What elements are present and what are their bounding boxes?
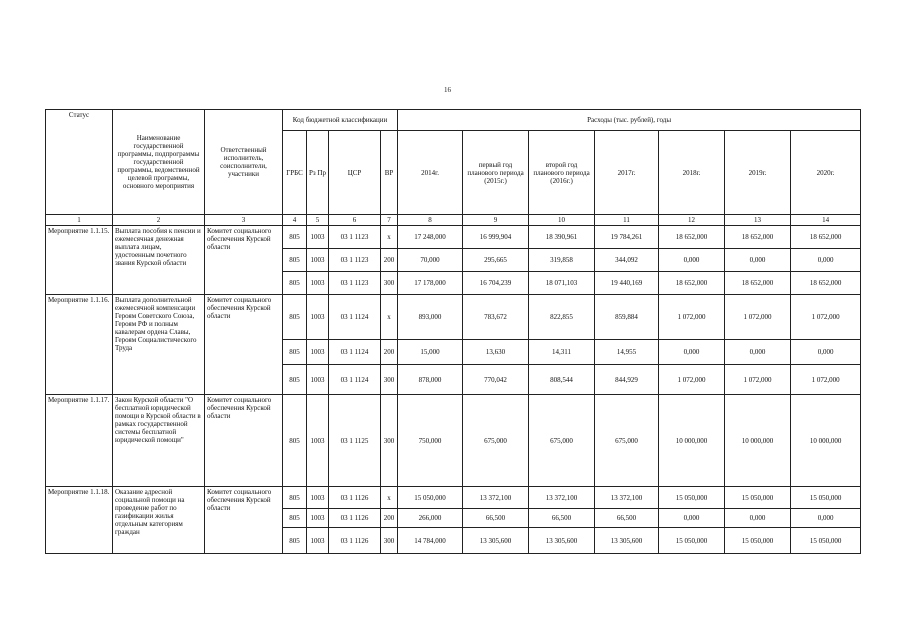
column-number: 11 xyxy=(595,215,659,226)
value-2016: 319,858 xyxy=(529,249,595,272)
value-2017: 19 784,261 xyxy=(595,226,659,249)
header-budget-code: Код бюджетной классификации xyxy=(283,110,398,131)
vr-cell: 200 xyxy=(381,509,398,528)
value-2016: 675,000 xyxy=(529,395,595,487)
header-grbs: ГРБС xyxy=(283,131,307,215)
vr-cell: 300 xyxy=(381,528,398,554)
value-2019: 1 072,000 xyxy=(725,365,791,395)
csr-cell: 03 1 1123 xyxy=(329,272,381,295)
value-2014: 15,000 xyxy=(398,340,463,365)
value-2017: 844,929 xyxy=(595,365,659,395)
csr-cell: 03 1 1123 xyxy=(329,226,381,249)
header-rzpr: Рз Пр xyxy=(307,131,329,215)
value-2015: 13 372,100 xyxy=(463,487,529,509)
grbs-cell: 805 xyxy=(283,509,307,528)
value-2017: 859,884 xyxy=(595,295,659,340)
value-2018: 18 652,000 xyxy=(659,272,725,295)
column-number: 13 xyxy=(725,215,791,226)
value-2017: 66,500 xyxy=(595,509,659,528)
grbs-cell: 805 xyxy=(283,272,307,295)
value-2015: 16 999,904 xyxy=(463,226,529,249)
table-row xyxy=(46,487,861,509)
column-number: 7 xyxy=(381,215,398,226)
measure-name-cell: Выплата дополнительной ежемесячной компенсации Героям Советского Союза, Героям РФ и полным кавалерам ордена Славы, Героям Социалистического Труда xyxy=(113,295,205,395)
column-number: 4 xyxy=(283,215,307,226)
csr-cell: 03 1 1126 xyxy=(329,509,381,528)
vr-cell: x xyxy=(381,226,398,249)
value-2018: 0,000 xyxy=(659,509,725,528)
header-vr: ВР xyxy=(381,131,398,215)
value-2015: 13 305,600 xyxy=(463,528,529,554)
table-row xyxy=(46,295,861,340)
grbs-cell: 805 xyxy=(283,226,307,249)
value-2015: 16 704,239 xyxy=(463,272,529,295)
value-2018: 0,000 xyxy=(659,340,725,365)
value-2016: 66,500 xyxy=(529,509,595,528)
column-number: 6 xyxy=(329,215,381,226)
value-2017: 13 372,100 xyxy=(595,487,659,509)
status-cell: Мероприятие 1.1.17. xyxy=(46,395,113,487)
value-2014: 893,000 xyxy=(398,295,463,340)
value-2014: 70,000 xyxy=(398,249,463,272)
grbs-cell: 805 xyxy=(283,395,307,487)
header-year-2016: второй год планового периода (2016г.) xyxy=(529,131,595,215)
column-number-row xyxy=(46,215,861,226)
value-2014: 878,000 xyxy=(398,365,463,395)
value-2020: 0,000 xyxy=(791,249,861,272)
vr-cell: 200 xyxy=(381,249,398,272)
value-2017: 19 440,169 xyxy=(595,272,659,295)
value-2017: 13 305,600 xyxy=(595,528,659,554)
value-2017: 14,955 xyxy=(595,340,659,365)
value-2014: 17 248,000 xyxy=(398,226,463,249)
value-2016: 18 390,961 xyxy=(529,226,595,249)
csr-cell: 03 1 1125 xyxy=(329,395,381,487)
value-2016: 822,855 xyxy=(529,295,595,340)
grbs-cell: 805 xyxy=(283,365,307,395)
rzpr-cell: 1003 xyxy=(307,295,329,340)
csr-cell: 03 1 1124 xyxy=(329,295,381,340)
status-cell: Мероприятие 1.1.15. xyxy=(46,226,113,295)
value-2018: 1 072,000 xyxy=(659,365,725,395)
rzpr-cell: 1003 xyxy=(307,487,329,509)
value-2020: 0,000 xyxy=(791,509,861,528)
value-2014: 14 784,000 xyxy=(398,528,463,554)
value-2014: 17 178,000 xyxy=(398,272,463,295)
value-2018: 1 072,000 xyxy=(659,295,725,340)
csr-cell: 03 1 1126 xyxy=(329,528,381,554)
value-2019: 0,000 xyxy=(725,509,791,528)
header-csr: ЦСР xyxy=(329,131,381,215)
value-2016: 13 305,600 xyxy=(529,528,595,554)
rzpr-cell: 1003 xyxy=(307,226,329,249)
value-2019: 0,000 xyxy=(725,249,791,272)
column-number: 3 xyxy=(205,215,283,226)
column-number: 9 xyxy=(463,215,529,226)
budget-table xyxy=(45,109,861,554)
responsible-cell: Комитет социального обеспечения Курской области xyxy=(205,295,283,395)
value-2020: 1 072,000 xyxy=(791,295,861,340)
header-year-2014: 2014г. xyxy=(398,131,463,215)
value-2016: 14,311 xyxy=(529,340,595,365)
vr-cell: 300 xyxy=(381,365,398,395)
value-2018: 10 000,000 xyxy=(659,395,725,487)
value-2015: 13,630 xyxy=(463,340,529,365)
value-2018: 0,000 xyxy=(659,249,725,272)
measure-name-cell: Выплата пособия к пенсии и ежемесячная денежная выплата лицам, удостоенным почетного звания Курской области xyxy=(113,226,205,295)
csr-cell: 03 1 1126 xyxy=(329,487,381,509)
table-header xyxy=(46,110,861,226)
column-number: 1 xyxy=(46,215,113,226)
header-expenses: Расходы (тыс. рублей), годы xyxy=(398,110,861,131)
header-year-2015: первый год планового периода (2015г.) xyxy=(463,131,529,215)
column-number: 2 xyxy=(113,215,205,226)
header-year-2020: 2020г. xyxy=(791,131,861,215)
value-2019: 18 652,000 xyxy=(725,226,791,249)
table-body xyxy=(46,226,861,554)
value-2019: 18 652,000 xyxy=(725,272,791,295)
measure-name-cell: Закон Курской области "О бесплатной юридической помощи в Курской области в рамках государственной системы бесплатной юридической помощи" xyxy=(113,395,205,487)
value-2015: 770,042 xyxy=(463,365,529,395)
vr-cell: 200 xyxy=(381,340,398,365)
value-2017: 344,092 xyxy=(595,249,659,272)
value-2017: 675,000 xyxy=(595,395,659,487)
table-row xyxy=(46,226,861,249)
grbs-cell: 805 xyxy=(283,487,307,509)
value-2019: 15 050,000 xyxy=(725,528,791,554)
rzpr-cell: 1003 xyxy=(307,509,329,528)
value-2015: 783,672 xyxy=(463,295,529,340)
rzpr-cell: 1003 xyxy=(307,395,329,487)
value-2018: 18 652,000 xyxy=(659,226,725,249)
status-cell: Мероприятие 1.1.16. xyxy=(46,295,113,395)
responsible-cell: Комитет социального обеспечения Курской области xyxy=(205,226,283,295)
value-2016: 18 071,103 xyxy=(529,272,595,295)
column-number: 14 xyxy=(791,215,861,226)
value-2020: 0,000 xyxy=(791,340,861,365)
page-number: 16 xyxy=(444,86,451,94)
rzpr-cell: 1003 xyxy=(307,365,329,395)
vr-cell: 300 xyxy=(381,272,398,295)
column-number: 10 xyxy=(529,215,595,226)
value-2014: 750,000 xyxy=(398,395,463,487)
value-2020: 10 000,000 xyxy=(791,395,861,487)
grbs-cell: 805 xyxy=(283,340,307,365)
column-number: 5 xyxy=(307,215,329,226)
value-2019: 15 050,000 xyxy=(725,487,791,509)
csr-cell: 03 1 1123 xyxy=(329,249,381,272)
csr-cell: 03 1 1124 xyxy=(329,365,381,395)
vr-cell: 300 xyxy=(381,395,398,487)
value-2016: 808,544 xyxy=(529,365,595,395)
grbs-cell: 805 xyxy=(283,295,307,340)
value-2015: 675,000 xyxy=(463,395,529,487)
rzpr-cell: 1003 xyxy=(307,340,329,365)
value-2020: 15 050,000 xyxy=(791,528,861,554)
value-2018: 15 050,000 xyxy=(659,528,725,554)
grbs-cell: 805 xyxy=(283,249,307,272)
header-name: Наименование государственной программы, подпрограммы государственной программы, ведомственной целевой программы, основного мероприятия xyxy=(113,110,205,215)
rzpr-cell: 1003 xyxy=(307,249,329,272)
header-year-2017: 2017г. xyxy=(595,131,659,215)
value-2016: 13 372,100 xyxy=(529,487,595,509)
csr-cell: 03 1 1124 xyxy=(329,340,381,365)
value-2014: 15 050,000 xyxy=(398,487,463,509)
measure-name-cell: Оказание адресной социальной помощи на проведение работ по газификации жилья отдельным категориям граждан xyxy=(113,487,205,554)
header-responsible: Ответственный исполнитель, соисполнители, участники xyxy=(205,110,283,215)
vr-cell: x xyxy=(381,295,398,340)
value-2019: 0,000 xyxy=(725,340,791,365)
value-2018: 15 050,000 xyxy=(659,487,725,509)
value-2020: 15 050,000 xyxy=(791,487,861,509)
value-2015: 295,665 xyxy=(463,249,529,272)
responsible-cell: Комитет социального обеспечения Курской области xyxy=(205,395,283,487)
responsible-cell: Комитет социального обеспечения Курской области xyxy=(205,487,283,554)
value-2014: 266,000 xyxy=(398,509,463,528)
value-2020: 18 652,000 xyxy=(791,272,861,295)
table-row xyxy=(46,395,861,487)
rzpr-cell: 1003 xyxy=(307,272,329,295)
rzpr-cell: 1003 xyxy=(307,528,329,554)
value-2019: 10 000,000 xyxy=(725,395,791,487)
value-2020: 1 072,000 xyxy=(791,365,861,395)
value-2019: 1 072,000 xyxy=(725,295,791,340)
status-cell: Мероприятие 1.1.18. xyxy=(46,487,113,554)
header-year-2018: 2018г. xyxy=(659,131,725,215)
column-number: 8 xyxy=(398,215,463,226)
column-number: 12 xyxy=(659,215,725,226)
vr-cell: x xyxy=(381,487,398,509)
header-year-2019: 2019г. xyxy=(725,131,791,215)
value-2020: 18 652,000 xyxy=(791,226,861,249)
header-status: Статус xyxy=(46,110,113,215)
value-2015: 66,500 xyxy=(463,509,529,528)
grbs-cell: 805 xyxy=(283,528,307,554)
